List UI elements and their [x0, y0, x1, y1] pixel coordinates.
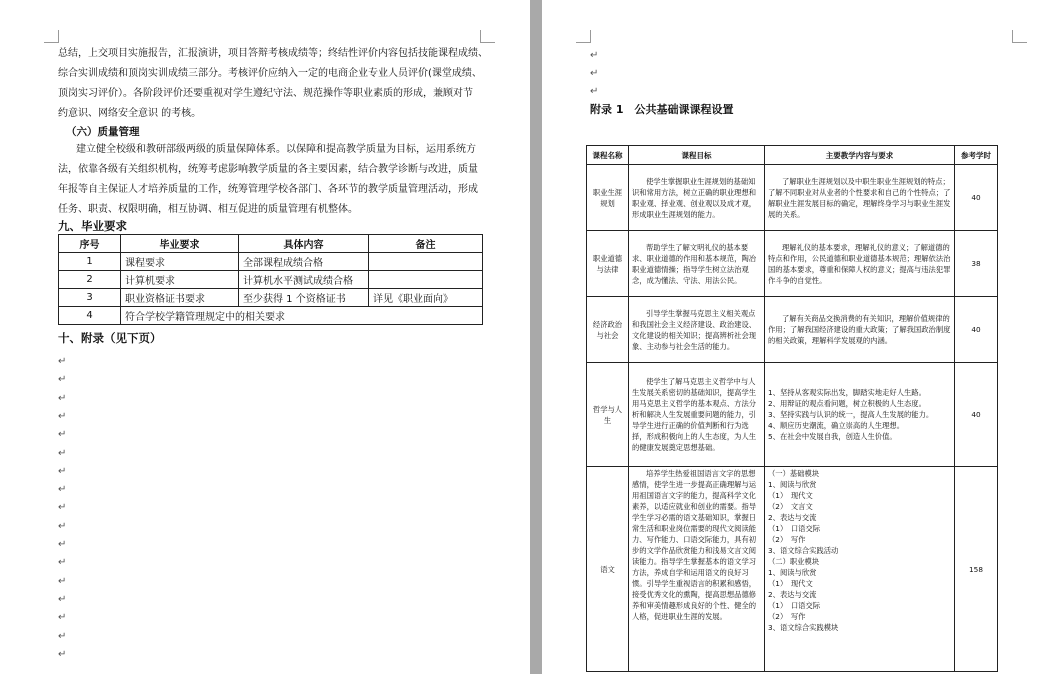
text-line: 年报等自主保证人才培养质量的工作，统筹管理学校各部门、各环节的教学质量管理活动，形成 — [58, 184, 478, 195]
column-header: 毕业要求 — [121, 235, 239, 253]
section-heading-appendix[interactable]: 十、附录（见下页） — [58, 331, 162, 345]
column-header: 备注 — [369, 235, 483, 253]
course-goal-cell[interactable]: 培养学生热爱祖国语言文字的思想感情，使学生进一步提高正确理解与运用祖国语言文字的能力，提高科学文化素养，以适应就业和创业的需要。指导学生学习必需的语文基础知识，掌握日常生活和职业岗位需要的现代文阅读能力、写作能力、口语交际能力，具有初步的文学作品欣赏能力和浅易文言文阅读能力。指导学生掌握基本的语文学习方法，养成自学和运用语文的良好习惯。引导学生重视语言的积累和感悟，接受优秀文化的熏陶，提高思想品德修养和审美情趣形成良好的个性、健全的人格，促进职业生涯的发展。 — [629, 467, 765, 672]
paragraph-mark: ↵ — [58, 465, 67, 477]
column-header: 课程目标 — [629, 146, 765, 165]
table-header-row — [59, 235, 483, 253]
table-cell[interactable]: 3 — [59, 289, 121, 307]
column-header: 具体内容 — [239, 235, 369, 253]
course-hours-cell[interactable]: 40 — [955, 165, 998, 231]
table-row — [587, 297, 998, 363]
paragraph-mark: ↵ — [58, 410, 67, 422]
table-row — [59, 253, 483, 271]
paragraph-mark: ↵ — [58, 374, 67, 386]
paragraph-mark: ↵ — [58, 612, 67, 624]
crop-mark-top-right — [480, 30, 495, 43]
paragraph-mark: ↵ — [58, 575, 67, 587]
text-line: 任务、职责、权限明确，相互协调、相互促进的质量管理有机整体。 — [58, 204, 358, 215]
paragraph-mark: ↵ — [58, 484, 67, 496]
crop-mark-top-left — [576, 30, 591, 43]
table-row — [59, 307, 483, 325]
course-content-cell[interactable]: 1、坚持从客观实际出发，脚踏实地走好人生路。 2、用辩证的观点看问题，树立积极的人生态度。 3、坚持实践与认识的统一，提高人生发展的能力。 4、顺应历史潮流，确立崇高的人生理想。 5、在社会中发展自我，创造人生价值。 — [765, 363, 955, 467]
table-cell[interactable]: 至少获得 1 个资格证书 — [239, 289, 369, 307]
paragraph-mark: ↵ — [58, 429, 67, 441]
table-cell[interactable]: 计算机水平测试成绩合格 — [239, 271, 369, 289]
table-cell[interactable]: 2 — [59, 271, 121, 289]
section-heading-graduation[interactable]: 九、毕业要求 — [58, 219, 127, 233]
paragraph-mark: ↵ — [58, 557, 67, 569]
paragraph-mark: ↵ — [58, 630, 67, 642]
table-cell[interactable]: 4 — [59, 307, 121, 325]
course-hours-cell[interactable]: 38 — [955, 231, 998, 297]
course-name-cell[interactable]: 语文 — [587, 467, 629, 672]
table-cell[interactable]: 1 — [59, 253, 121, 271]
column-header: 课程名称 — [587, 146, 629, 165]
quality-paragraph[interactable] — [58, 140, 478, 220]
course-name-cell[interactable]: 职业生涯规划 — [587, 165, 629, 231]
evaluation-paragraph[interactable] — [58, 44, 488, 124]
course-name-cell[interactable]: 职业道德与法律 — [587, 231, 629, 297]
course-name-cell[interactable]: 哲学与人生 — [587, 363, 629, 467]
table-row — [59, 271, 483, 289]
paragraph-mark: ↵ — [58, 593, 67, 605]
course-table[interactable] — [586, 145, 998, 672]
table-cell[interactable]: 计算机要求 — [121, 271, 239, 289]
table-cell[interactable]: 课程要求 — [121, 253, 239, 271]
course-hours-cell[interactable]: 158 — [955, 467, 998, 672]
crop-mark-top-left — [44, 30, 59, 43]
paragraph-mark: ↵ — [590, 86, 599, 97]
paragraph-mark: ↵ — [58, 502, 67, 514]
table-row — [587, 363, 998, 467]
course-content-cell[interactable]: （一）基础模块 1、阅读与欣赏 （1） 现代文 （2） 文言文 2、表达与交流 （1） 口语交际 （2） 写作 3、语文综合实践活动 （二）职业模块 1、阅读与欣赏 （1） 现代文 2、表达与交流 （1） 口语交际 （2） 写作 3、语文综合实践模块 — [765, 467, 955, 672]
section-heading-quality[interactable]: （六）质量管理 — [66, 126, 140, 138]
course-hours-cell[interactable]: 40 — [955, 363, 998, 467]
course-goal-cell[interactable]: 使学生了解马克思主义哲学中与人生发展关系密切的基础知识，提高学生用马克思主义哲学的基本观点、方法分析和解决人生发展重要问题的能力，引导学生进行正确的价值判断和行为选择，形成积极向上的人生态度，为人生的健康发展奠定思想基础。 — [629, 363, 765, 467]
text-line: 法，依靠各级有关组织机构，统筹考虑影响教学质量的各主要因素，结合教学诊断与改进，质量 — [58, 164, 478, 175]
table-cell[interactable]: 详见《职业面向》 — [369, 289, 483, 307]
text-line: 约意识、网络安全意识 的考核。 — [58, 108, 202, 119]
paragraph-mark: ↵ — [58, 356, 67, 367]
paragraph-mark: ↵ — [58, 539, 67, 550]
table-cell[interactable] — [369, 253, 483, 271]
column-header: 主要教学内容与要求 — [765, 146, 955, 165]
course-goal-cell[interactable]: 帮助学生了解文明礼仪的基本要求、职业道德的作用和基本规范，陶冶职业道德情操；指导学生树立法治观念，成为懂法、守法、用法公民。 — [629, 231, 765, 297]
course-goal-cell[interactable]: 使学生掌握职业生涯规划的基础知识和常用方法，树立正确的职业理想和职业观、择业观、创业观以及成才观，形成职业生涯规划的能力。 — [629, 165, 765, 231]
text-line: 综合实训成绩和顶岗实训成绩三部分。考核评价应纳入一定的电商企业专业人员评价(课堂成绩、 — [58, 68, 482, 79]
table-cell[interactable] — [369, 271, 483, 289]
table-row — [587, 165, 998, 231]
crop-mark-top-right — [1012, 30, 1027, 43]
paragraph-mark: ↵ — [590, 68, 599, 79]
column-header: 序号 — [59, 235, 121, 253]
course-name-cell[interactable]: 经济政治与社会 — [587, 297, 629, 363]
paragraph-mark: ↵ — [58, 648, 67, 660]
text-line: 总结，上交项目实施报告，汇报演讲，项目答辩考核成绩等；终结性评价内容包括技能课程成绩、 — [58, 48, 488, 59]
paragraph-mark: ↵ — [58, 520, 67, 532]
table-row — [587, 467, 998, 672]
course-content-cell[interactable]: 理解礼仪的基本要求，理解礼仪的意义；了解道德的特点和作用，公民道德和职业道德基本规范；理解依法治国的基本要求，尊重和保障人权的意义；提高与违法犯罪作斗争的自觉性。 — [765, 231, 955, 297]
text-line: 顶岗实习评价）。各阶段评价还要重视对学生遵纪守法、规范操作等职业素质的形成，兼顾对节 — [58, 88, 473, 99]
table-cell-merged[interactable]: 符合学校学籍管理规定中的相关要求 — [121, 307, 483, 325]
table-row — [59, 289, 483, 307]
document-page-right — [542, 0, 1051, 674]
paragraph-mark: ↵ — [58, 392, 67, 404]
paragraph-mark: ↵ — [590, 50, 599, 61]
text-line: 建立健全校级和教研部级两级的质量保障体系。以保障和提高教学质量为目标，运用系统方 — [76, 144, 476, 155]
column-header: 参考学时 — [955, 146, 998, 165]
graduation-requirements-table[interactable] — [58, 234, 483, 325]
table-row — [587, 231, 998, 297]
paragraph-mark: ↵ — [58, 447, 67, 459]
course-goal-cell[interactable]: 引导学生掌握马克思主义相关观点和我国社会主义经济建设、政治建设、文化建设的相关知识；提高辨析社会现象、主动参与社会生活的能力。 — [629, 297, 765, 363]
course-content-cell[interactable]: 了解职业生涯规划以及中职生职业生涯规划的特点；了解不同职业对从业者的个性要求和自己的个性特点；了解职业生涯发展目标的确定，理解终身学习与职业生涯发展的关系。 — [765, 165, 955, 231]
appendix-title[interactable]: 附录 1 公共基础课课程设置 — [590, 103, 734, 116]
course-hours-cell[interactable]: 40 — [955, 297, 998, 363]
course-content-cell[interactable]: 了解有关商品交换消费的有关知识，理解价值规律的作用；了解我国经济建设的重大政策；了解我国政治制度的相关政策，理解科学发展观的内涵。 — [765, 297, 955, 363]
table-cell[interactable]: 全部课程成绩合格 — [239, 253, 369, 271]
table-header-row — [587, 146, 998, 165]
table-cell[interactable]: 职业资格证书要求 — [121, 289, 239, 307]
